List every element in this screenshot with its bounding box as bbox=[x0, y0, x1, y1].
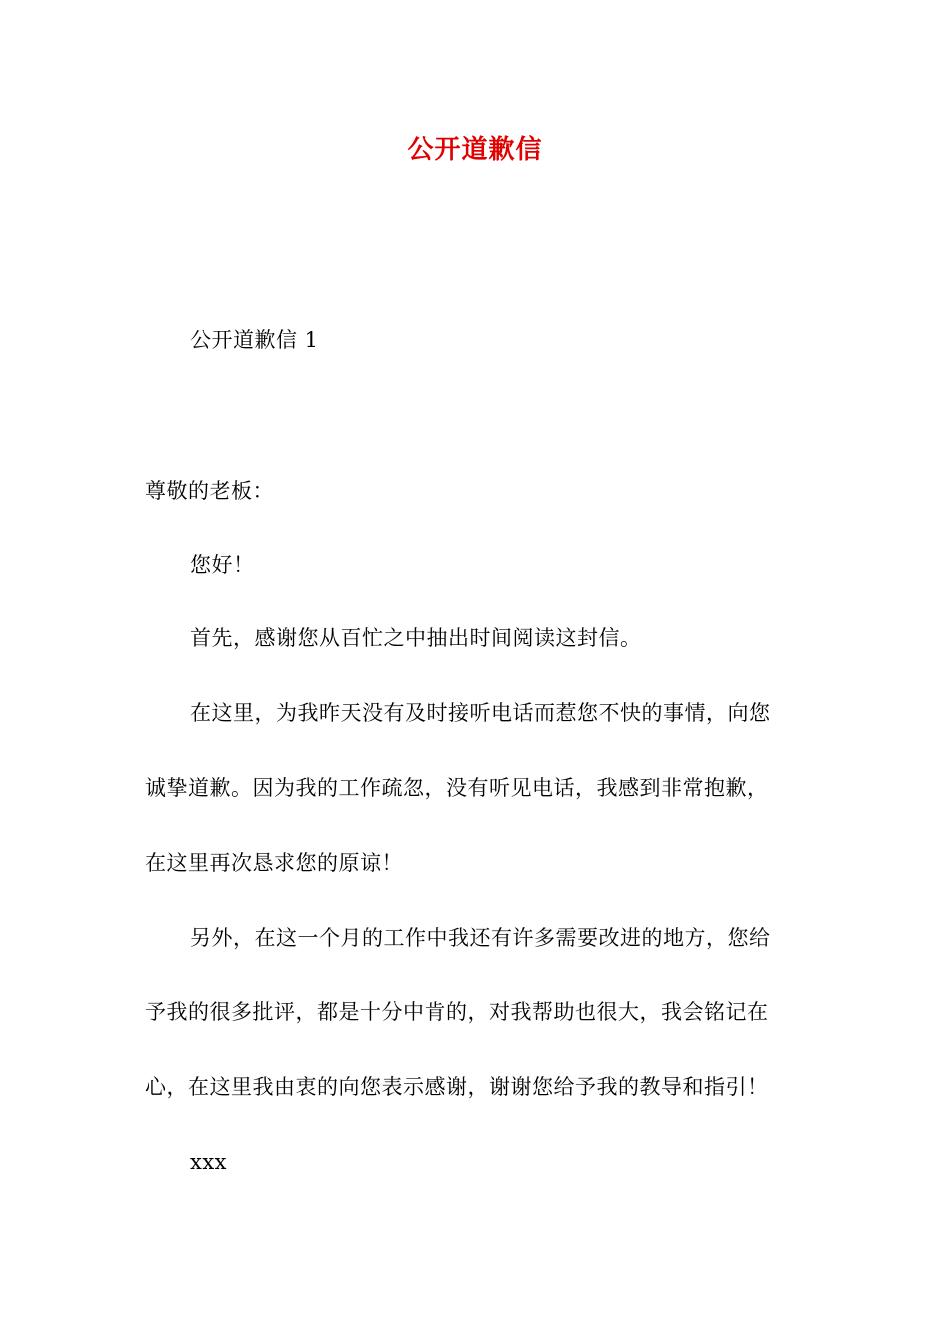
salutation: 尊敬的老板： bbox=[145, 479, 274, 503]
paragraph-3-line-2: 予我的很多批评，都是十分中肯的，对我帮助也很大，我会铭记在 bbox=[145, 1000, 769, 1024]
paragraph-2-line-2: 诚挚道歉。因为我的工作疏忽，没有听见电话，我感到非常抱歉， bbox=[145, 776, 769, 800]
paragraph-1: 首先，感谢您从百忙之中抽出时间阅读这封信。 bbox=[190, 626, 642, 650]
signature: xxx bbox=[190, 1150, 228, 1174]
paragraph-2-line-3: 在这里再次恳求您的原谅！ bbox=[145, 851, 403, 875]
greeting: 您好！ bbox=[190, 553, 255, 577]
section-heading: 公开道歉信 1 bbox=[190, 328, 319, 352]
paragraph-2-line-1: 在这里，为我昨天没有及时接听电话而惹您不快的事情，向您 bbox=[190, 701, 771, 725]
document-title: 公开道歉信 bbox=[407, 135, 543, 165]
paragraph-3-line-1: 另外，在这一个月的工作中我还有许多需要改进的地方，您给 bbox=[190, 926, 771, 950]
paragraph-3-line-3: 心，在这里我由衷的向您表示感谢，谢谢您给予我的教导和指引！ bbox=[145, 1075, 769, 1099]
